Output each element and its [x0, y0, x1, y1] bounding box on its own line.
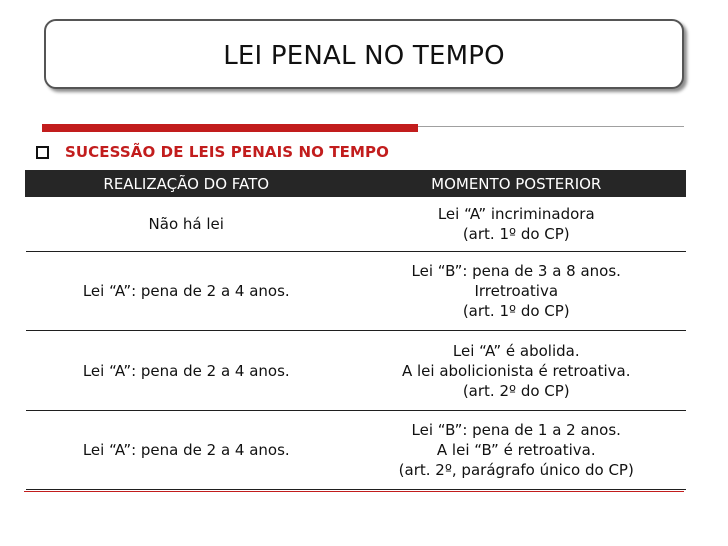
table-header-row [26, 171, 686, 197]
table-row [26, 411, 686, 490]
header-momento: MOMENTO POSTERIOR [347, 171, 686, 197]
cell-line: A lei abolicionista é retroativa. [401, 361, 631, 380]
table-row [26, 252, 686, 331]
accent-divider [42, 124, 418, 132]
cell-posterior [347, 197, 686, 252]
laws-table [25, 170, 686, 490]
cell-line: (art. 2º, parágrafo único do CP) [398, 461, 634, 479]
header-realizacao: REALIZAÇÃO DO FATO [26, 171, 348, 197]
cell-line: (art. 1º do CP) [462, 225, 570, 243]
cell-posterior [347, 331, 686, 411]
cell-fato: Lei “A”: pena de 2 a 4 anos. [26, 411, 348, 490]
subtitle-row [36, 140, 389, 164]
cell-posterior [347, 411, 686, 490]
cell-line: (art. 2º do CP) [462, 381, 570, 400]
square-bullet-icon [36, 146, 49, 159]
section-subtitle: SUCESSÃO DE LEIS PENAIS NO TEMPO [65, 143, 389, 161]
table-row [26, 197, 686, 252]
cell-line: Irretroativa [474, 282, 559, 300]
cell-line: (art. 1º do CP) [462, 302, 570, 320]
cell-line: Lei “B”: pena de 1 a 2 anos. [411, 421, 621, 439]
title-box [44, 19, 684, 89]
table-row [26, 331, 686, 411]
cell-line: Lei “B”: pena de 3 a 8 anos. [411, 262, 621, 280]
slide-title: LEI PENAL NO TEMPO [223, 41, 505, 71]
bottom-divider [24, 491, 684, 492]
cell-fato: Lei “A”: pena de 2 a 4 anos. [26, 252, 348, 331]
cell-fato: Não há lei [26, 197, 348, 252]
cell-posterior [347, 252, 686, 331]
gray-divider [418, 126, 684, 127]
cell-line: Lei “A” é abolida. [452, 341, 580, 360]
cell-fato: Lei “A”: pena de 2 a 4 anos. [26, 331, 348, 411]
cell-line: A lei “B” é retroativa. [436, 441, 596, 459]
cell-line: Lei “A” incriminadora [437, 205, 595, 223]
